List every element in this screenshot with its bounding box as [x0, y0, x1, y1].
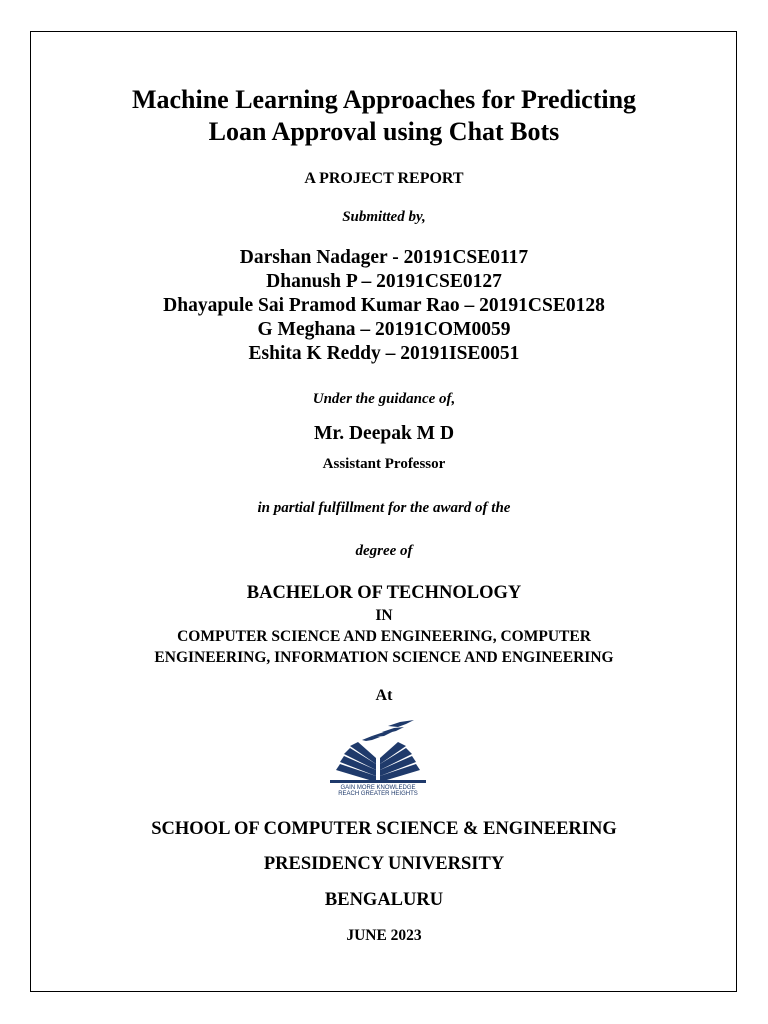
submitted-by-label: Submitted by, [342, 209, 426, 225]
report-title-line-1: Machine Learning Approaches for Predicting [131, 85, 637, 114]
student-4: G Meghana – 20191COM0059 [257, 319, 511, 340]
guide-name: Mr. Deepak M D [313, 423, 455, 444]
student-5: Eshita K Reddy – 20191ISE0051 [248, 343, 520, 364]
fulfillment-text: in partial fulfillment for the award of the [257, 500, 511, 516]
city: BENGALURU [324, 890, 444, 910]
school-name: SCHOOL OF COMPUTER SCIENCE & ENGINEERING [151, 819, 617, 839]
guidance-label: Under the guidance of, [312, 391, 456, 407]
degree-fields-line-2: ENGINEERING, INFORMATION SCIENCE AND ENGINEERING [154, 649, 614, 666]
presidency-university-logo [326, 718, 430, 796]
guide-designation: Assistant Professor [322, 456, 446, 472]
university-name: PRESIDENCY UNIVERSITY [263, 854, 505, 874]
at-label: At [375, 687, 393, 704]
report-title-line-2: Loan Approval using Chat Bots [208, 117, 560, 146]
degree-of-text: degree of [355, 543, 413, 559]
report-type: A PROJECT REPORT [304, 170, 464, 187]
degree-name: BACHELOR OF TECHNOLOGY [246, 583, 522, 603]
degree-fields-line-1: COMPUTER SCIENCE AND ENGINEERING, COMPUTER [177, 628, 591, 645]
submission-date: JUNE 2023 [346, 927, 422, 944]
logo-tagline-1: GAIN MORE KNOWLEDGE [340, 785, 416, 791]
logo-tagline-2: REACH GREATER HEIGHTS [338, 791, 418, 796]
degree-in: IN [375, 607, 393, 624]
student-3: Dhayapule Sai Pramod Kumar Rao – 20191CSE0128 [163, 295, 605, 316]
student-1: Darshan Nadager - 20191CSE0117 [239, 247, 529, 268]
student-2: Dhanush P – 20191CSE0127 [266, 271, 502, 292]
